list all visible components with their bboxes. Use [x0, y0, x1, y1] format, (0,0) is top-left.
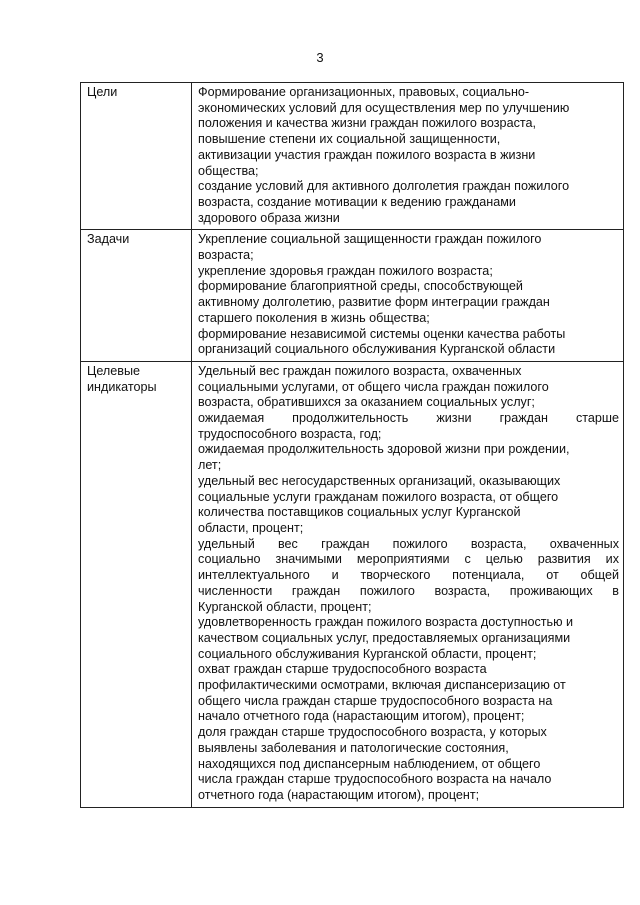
text-line: Курганской области, процент; — [198, 599, 372, 614]
table-row-indicators — [81, 361, 624, 807]
text-line: социальные услуги гражданам пожилого возраста, от общего — [198, 489, 559, 504]
text-line: организаций социального обслуживания Курганской области — [198, 342, 556, 357]
text-line: ожидаемая продолжительность жизни граждан старше — [198, 411, 619, 426]
text-line: Формирование организационных, правовых, социально- — [198, 85, 530, 99]
passport-table — [80, 82, 624, 808]
text-line: находящихся под диспансерным наблюдением, от общего — [198, 756, 541, 771]
text-line: Укрепление социальной защищенности граждан пожилого — [198, 232, 542, 247]
text-line: числа граждан старше трудоспособного возраста на начало — [198, 772, 552, 787]
text-line: отчетного года (нарастающим итогом), процент; — [198, 787, 480, 802]
text-line: социальными услугами, от общего числа граждан пожилого — [198, 379, 549, 394]
text-line: повышение степени их социальной защищенности, — [198, 132, 501, 147]
text-line: активизации участия граждан пожилого возраста в жизни — [198, 147, 536, 162]
text-line: социального обслуживания Курганской области, процент; — [198, 646, 537, 661]
text-line: возраста, создание мотивации к ведению гражданами — [198, 194, 516, 209]
text-line: положения и качества жизни граждан пожилого возраста, — [198, 116, 536, 131]
text-line: общего числа граждан старше трудоспособного возраста на — [198, 693, 553, 708]
text-line: ожидаемая продолжительность здоровой жизни при рождении, — [198, 442, 570, 457]
label-line: Задачи — [87, 232, 130, 247]
text-line: выявлены заболевания и патологические состояния, — [198, 740, 509, 755]
text-line: формирование благоприятной среды, способствующей — [198, 279, 523, 294]
text-line: трудоспособного возраста, год; — [198, 426, 382, 441]
text-line: удовлетворенность граждан пожилого возраста доступностью и — [198, 615, 574, 630]
text-line: социально значимыми мероприятиями с целью развития их — [198, 552, 619, 567]
table-row-tasks — [81, 230, 624, 362]
text-line: лет; — [198, 458, 222, 473]
row-content-tasks — [192, 230, 624, 362]
text-line: удельный вес негосударственных организаций, оказывающих — [198, 473, 561, 488]
text-line: профилактическими осмотрами, включая диспансеризацию от — [198, 678, 566, 693]
page-number: 3 — [316, 50, 324, 65]
text-line: качеством социальных услуг, предоставляемых организациями — [198, 630, 571, 645]
table-row-goals — [81, 83, 624, 230]
text-line: области, процент; — [198, 520, 304, 535]
text-line: интеллектуального и творческого потенциала, от общей — [198, 568, 619, 583]
text-line: Удельный вес граждан пожилого возраста, охваченных — [198, 363, 522, 378]
label-line: индикаторы — [87, 379, 157, 394]
text-line: численности граждан пожилого возраста, проживающих в — [198, 583, 619, 598]
label-line: Целевые — [87, 363, 141, 378]
row-content-indicators — [192, 361, 624, 807]
row-label-goals — [81, 83, 192, 230]
text-line: экономических условий для осуществления мер по улучшению — [198, 100, 570, 115]
text-line: формирование независимой системы оценки качества работы — [198, 326, 566, 341]
text-line: количества поставщиков социальных услуг Курганской — [198, 505, 521, 520]
text-line: активному долголетию, развитие форм интеграции граждан — [198, 295, 550, 310]
row-content-goals — [192, 83, 624, 230]
text-line: укрепление здоровья граждан пожилого возраста; — [198, 263, 493, 278]
text-line: старшего поколения в жизнь общества; — [198, 310, 430, 325]
text-line: охват граждан старше трудоспособного возраста — [198, 662, 487, 677]
row-label-indicators — [81, 361, 192, 807]
text-line: возраста, обратившихся за оказанием социальных услуг; — [198, 395, 535, 410]
text-line: создание условий для активного долголетия граждан пожилого — [198, 179, 570, 194]
text-line: доля граждан старше трудоспособного возраста, у которых — [198, 725, 547, 740]
text-line: удельный вес граждан пожилого возраста, охваченных — [198, 536, 619, 551]
text-line: общества; — [198, 163, 259, 178]
row-label-tasks — [81, 230, 192, 362]
label-line: Цели — [87, 85, 118, 99]
text-line: начало отчетного года (нарастающим итогом), процент; — [198, 709, 525, 724]
text-line: здорового образа жизни — [198, 210, 340, 225]
text-line: возраста; — [198, 248, 254, 263]
